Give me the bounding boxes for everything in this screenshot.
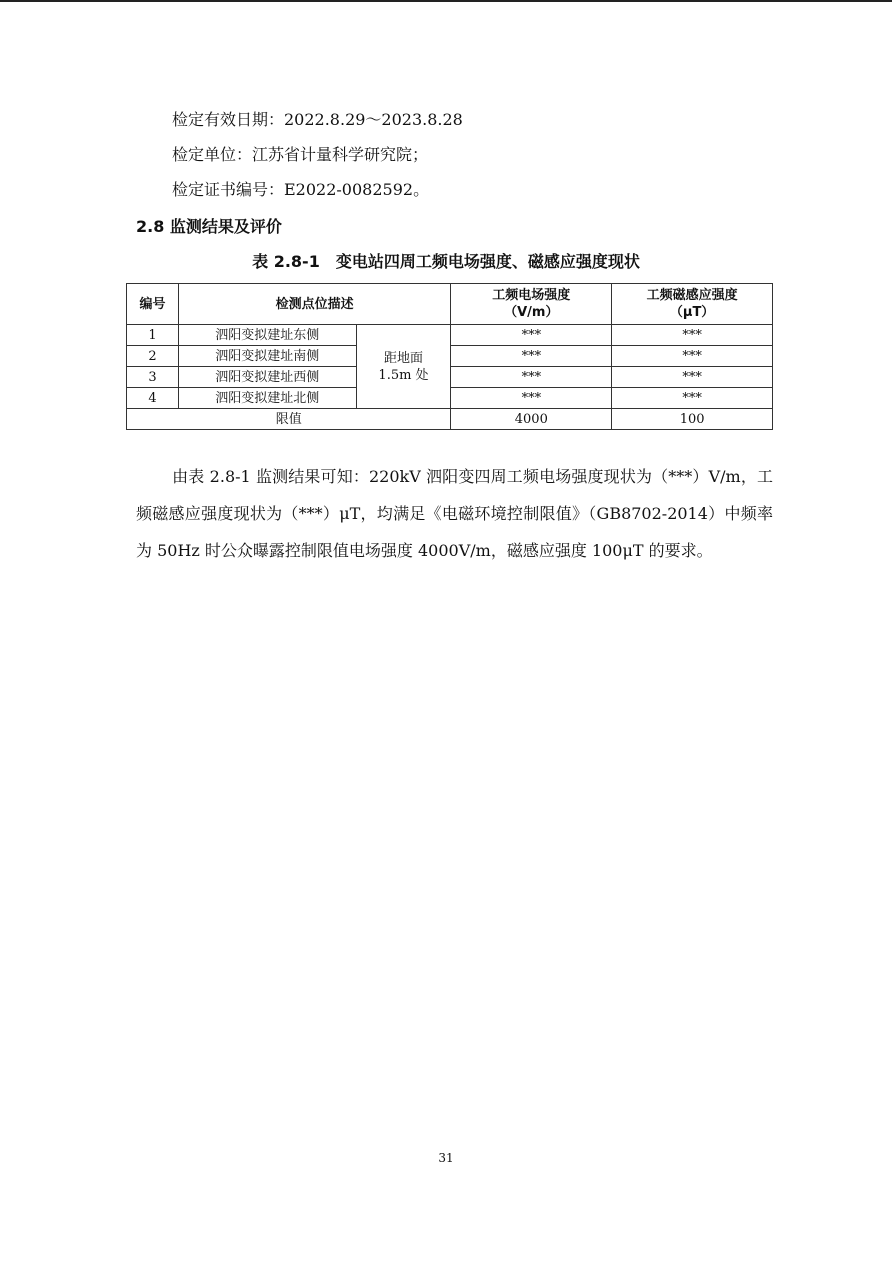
- header-id: 编号: [127, 284, 179, 325]
- table-header-row: [127, 284, 773, 325]
- table-caption: [0, 249, 892, 272]
- row-bfield: ***: [612, 325, 773, 346]
- header-bfield-unit: （μT）: [669, 305, 715, 320]
- row-efield: ***: [451, 367, 612, 388]
- header-efield-title: 工频电场强度: [492, 288, 571, 303]
- header-efield-unit: （V/m）: [504, 305, 559, 320]
- calibration-unit-line: 检定单位：江苏省计量科学研究院；: [172, 145, 429, 164]
- conclusion-text: 由表 2.8-1 监测结果可知：220kV 泗阳变四周工频电场强度现状为（***）V/m，工频磁感应强度现状为（***）μT，均满足《电磁环境控制限值》（GB8702-2014）中频率为 50Hz 时公众曝露控制限值电场强度 4000V/m，磁感应强度 100μT 的要求。: [136, 467, 773, 560]
- height-note: [356, 325, 451, 409]
- limit-label: 限值: [127, 409, 451, 430]
- header-bfield: [612, 284, 773, 325]
- header-efield: [451, 284, 612, 325]
- height-note-line1: 距地面: [383, 350, 423, 366]
- table-caption-title: 变电站四周工频电场强度、磁感应强度现状: [335, 252, 640, 271]
- table-caption-number: 表 2.8-1: [252, 252, 320, 271]
- row-location: 泗阳变拟建址南侧: [178, 346, 356, 367]
- row-id: 2: [127, 346, 179, 367]
- row-bfield: ***: [612, 346, 773, 367]
- row-efield: ***: [451, 325, 612, 346]
- calibration-certificate-line: 检定证书编号：E2022-0082592。: [172, 180, 430, 199]
- row-location: 泗阳变拟建址北侧: [178, 388, 356, 409]
- page-number: 31: [438, 1151, 454, 1165]
- page-top-border: [0, 0, 892, 2]
- row-id: 4: [127, 388, 179, 409]
- row-location: 泗阳变拟建址西侧: [178, 367, 356, 388]
- calibration-validity-line: 检定有效日期：2022.8.29～2023.8.28: [172, 110, 463, 129]
- header-description: 检测点位描述: [178, 284, 451, 325]
- conclusion-paragraph: [136, 458, 773, 569]
- monitoring-results-table: [126, 283, 773, 430]
- row-bfield: ***: [612, 367, 773, 388]
- row-location: 泗阳变拟建址东侧: [178, 325, 356, 346]
- table-row: [127, 325, 773, 346]
- row-efield: ***: [451, 346, 612, 367]
- height-note-line2: 1.5m 处: [378, 367, 429, 383]
- row-id: 1: [127, 325, 179, 346]
- limit-efield: 4000: [451, 409, 612, 430]
- limit-row: [127, 409, 773, 430]
- section-heading: 2.8 监测结果及评价: [136, 217, 282, 236]
- row-id: 3: [127, 367, 179, 388]
- header-bfield-title: 工频磁感应强度: [646, 288, 738, 303]
- row-bfield: ***: [612, 388, 773, 409]
- limit-bfield: 100: [612, 409, 773, 430]
- row-efield: ***: [451, 388, 612, 409]
